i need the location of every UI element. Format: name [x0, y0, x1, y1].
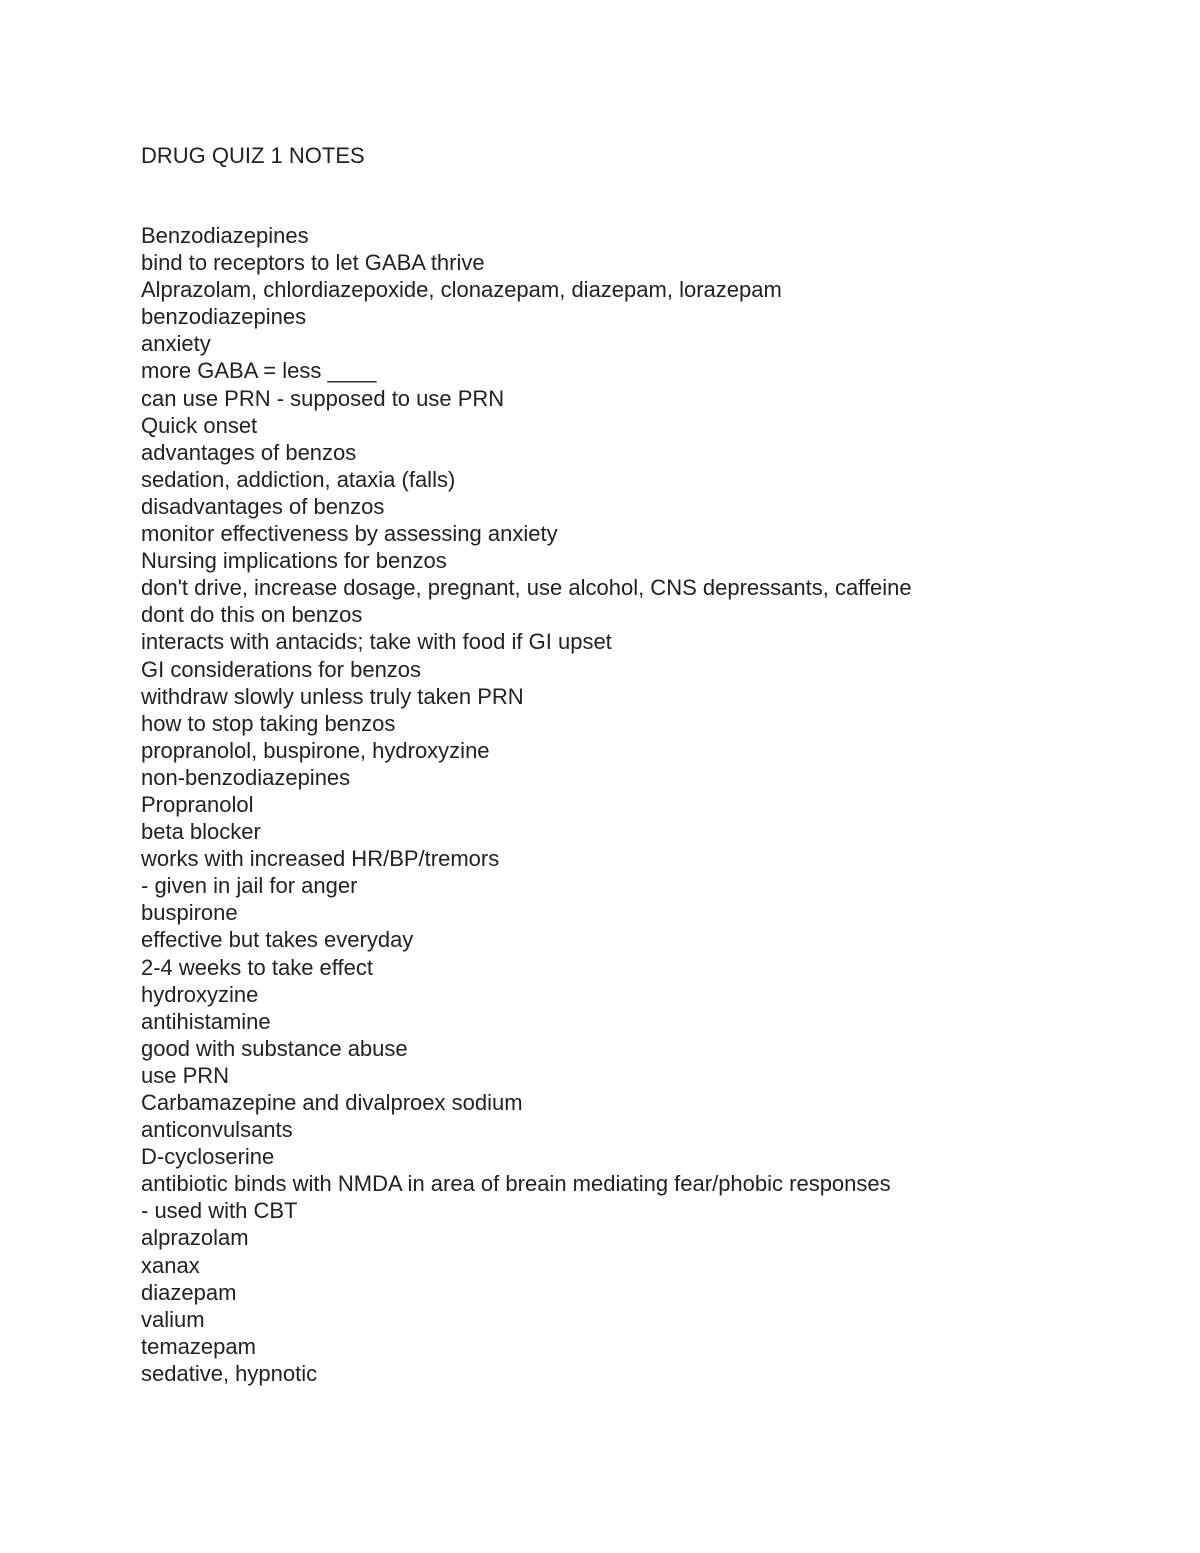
note-line: can use PRN - supposed to use PRN: [141, 385, 505, 411]
note-line: how to stop taking benzos: [141, 710, 396, 736]
note-line: hydroxyzine: [141, 981, 259, 1007]
note-line: good with substance abuse: [141, 1035, 408, 1061]
note-line: advantages of benzos: [141, 439, 357, 465]
note-line: sedative, hypnotic: [141, 1360, 318, 1386]
note-line: more GABA = less ____: [141, 358, 377, 384]
note-line: antibiotic binds with NMDA in area of breain mediating fear/phobic responses: [141, 1171, 891, 1197]
note-line: don't drive, increase dosage, pregnant, use alcohol, CNS depressants, caffeine: [141, 575, 912, 601]
note-line: valium: [141, 1306, 205, 1332]
note-line: sedation, addiction, ataxia (falls): [141, 466, 456, 492]
note-line: - given in jail for anger: [141, 873, 358, 899]
note-line: Propranolol: [141, 791, 254, 817]
note-line: benzodiazepines: [141, 304, 307, 330]
note-line: alprazolam: [141, 1225, 249, 1251]
note-line: buspirone: [141, 900, 238, 926]
note-line: interacts with antacids; take with food if GI upset: [141, 629, 612, 655]
note-line: Benzodiazepines: [141, 223, 309, 248]
note-line: - used with CBT: [141, 1198, 298, 1224]
note-line: Quick onset: [141, 412, 258, 438]
note-line: antihistamine: [141, 1008, 271, 1034]
note-line: use PRN: [141, 1062, 230, 1088]
note-line: propranolol, buspirone, hydroxyzine: [141, 737, 490, 763]
note-line: xanax: [141, 1252, 200, 1278]
note-line: Carbamazepine and divalproex sodium: [141, 1090, 523, 1115]
note-line: bind to receptors to let GABA thrive: [141, 250, 485, 276]
note-line: non-benzodiazepines: [141, 764, 351, 790]
note-line: 2-4 weeks to take effect: [141, 954, 373, 980]
note-line: monitor effectiveness by assessing anxiety: [141, 521, 558, 547]
note-line: beta blocker: [141, 819, 261, 845]
note-line: effective but takes everyday: [141, 927, 414, 953]
note-line: D-cycloserine: [141, 1144, 275, 1170]
note-line: temazepam: [141, 1333, 256, 1359]
notes-list: [141, 222, 912, 1387]
note-line: GI considerations for benzos: [141, 656, 422, 682]
note-line: anxiety: [141, 331, 211, 357]
note-line: works with increased HR/BP/tremors: [141, 846, 500, 872]
document-title: DRUG QUIZ 1 NOTES: [141, 143, 365, 168]
note-line: withdraw slowly unless truly taken PRN: [141, 683, 524, 709]
note-line: diazepam: [141, 1279, 237, 1305]
note-line: Alprazolam, chlordiazepoxide, clonazepam, diazepam, lorazepam: [141, 277, 782, 303]
note-line: dont do this on benzos: [141, 602, 363, 628]
note-line: disadvantages of benzos: [141, 493, 385, 519]
note-line: anticonvulsants: [141, 1117, 293, 1143]
note-line: Nursing implications for benzos: [141, 548, 447, 574]
